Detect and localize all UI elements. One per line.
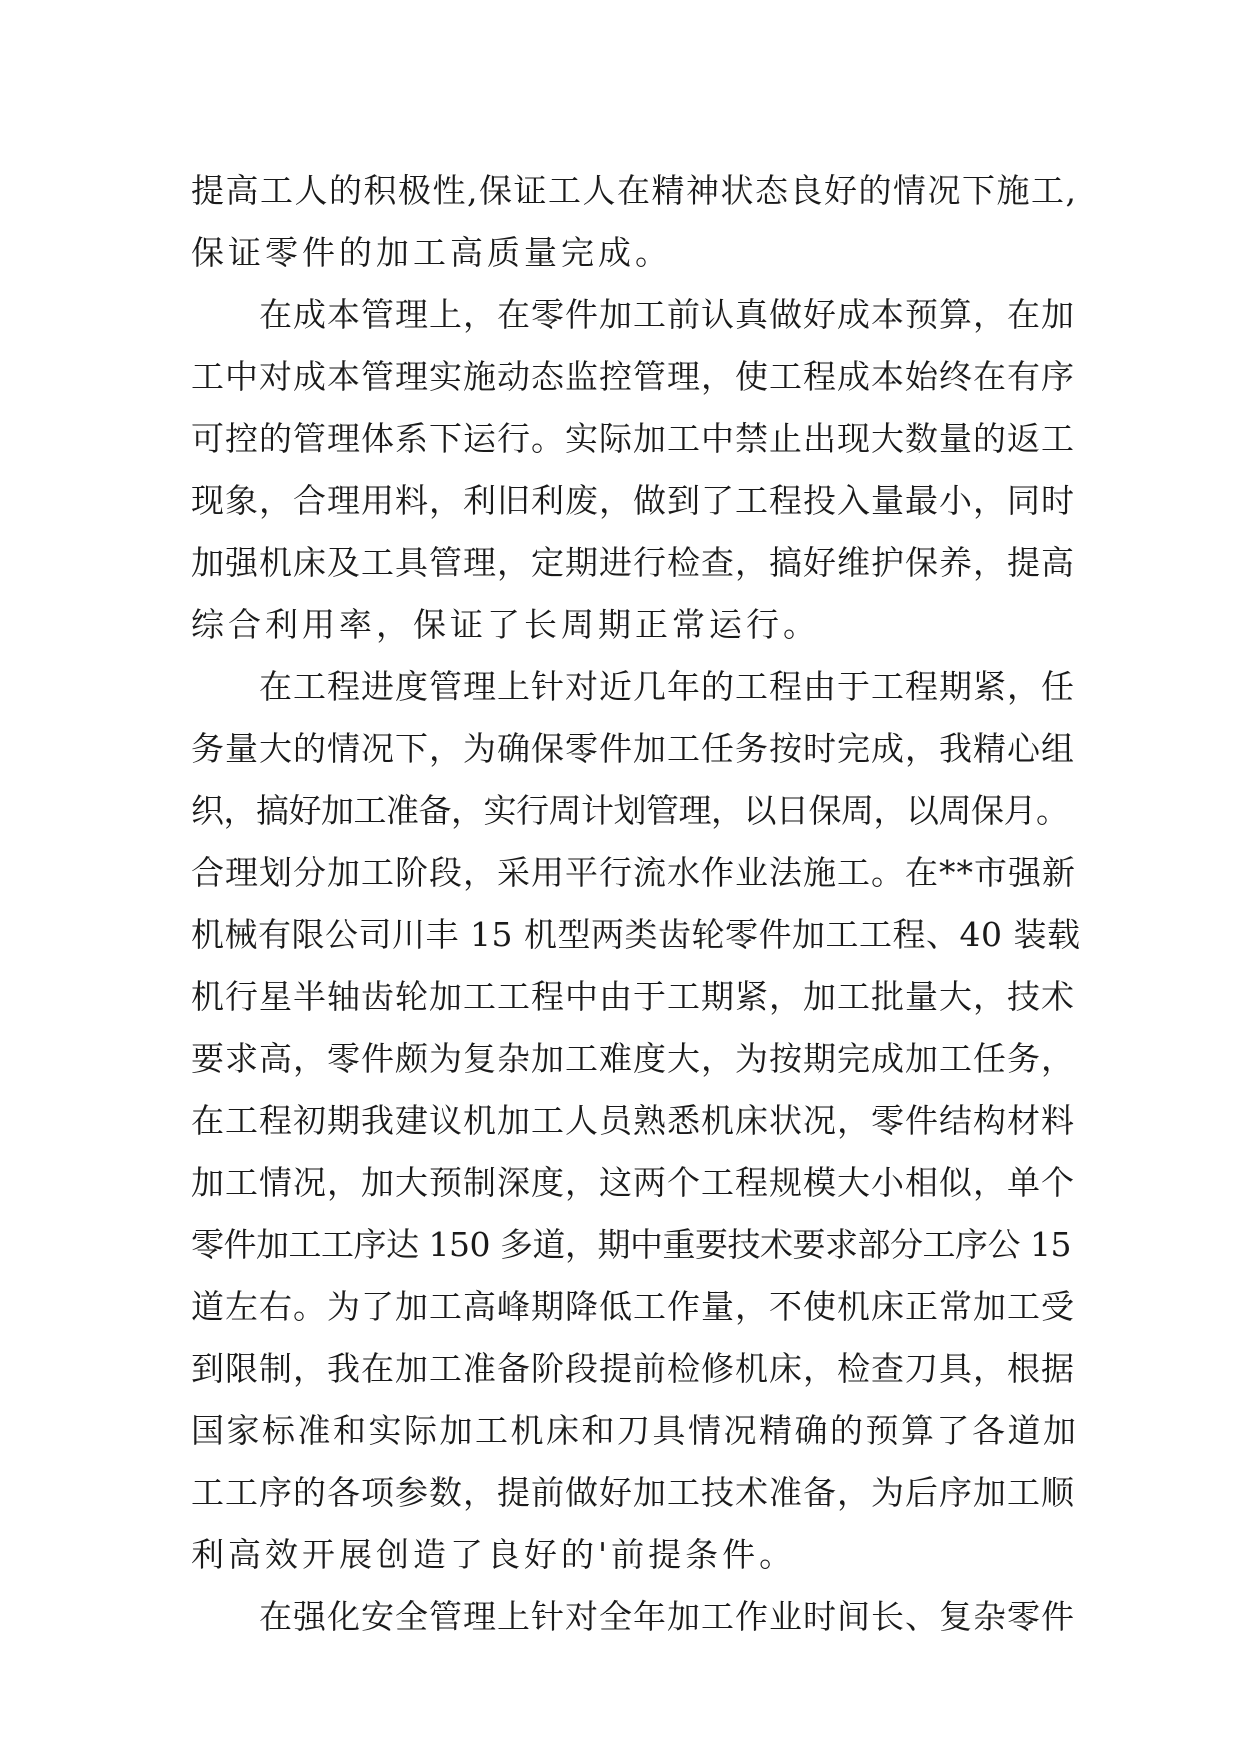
text-line: 加强机床及工具管理，定期进行检查，搞好维护保养，提高 bbox=[191, 543, 1075, 582]
text-line: 零件加工工序达 150 多道，期中重要技术要求部分工序公 15 bbox=[191, 1225, 1071, 1264]
text-line: 加工情况，加大预制深度，这两个工程规模大小相似，单个 bbox=[191, 1163, 1075, 1202]
text-line: 务量大的情况下，为确保零件加工任务按时完成，我精心组 bbox=[191, 729, 1075, 768]
text-line: 要求高，零件颇为复杂加工难度大，为按期完成加工任务， bbox=[191, 1039, 1075, 1078]
text-line: 利高效开展创造了良好的'前提条件。 bbox=[191, 1535, 797, 1574]
text-line: 提高工人的积极性,保证工人在精神状态良好的情况下施工, bbox=[191, 171, 1078, 210]
text-line: 保证零件的加工高质量完成。 bbox=[191, 233, 672, 272]
text-line: 道左右。为了加工高峰期降低工作量，不使机床正常加工受 bbox=[191, 1287, 1075, 1326]
text-line: 机行星半轴齿轮加工工程中由于工期紧，加工批量大，技术 bbox=[191, 977, 1075, 1016]
text-line: 在工程初期我建议机加工人员熟悉机床状况，零件结构材料 bbox=[191, 1101, 1075, 1140]
text-line: 国家标准和实际加工机床和刀具情况精确的预算了各道加 bbox=[191, 1411, 1079, 1450]
text-line: 机械有限公司川丰 15 机型两类齿轮零件加工工程、40 装载 bbox=[191, 915, 1081, 954]
text-line: 综合利用率，保证了长周期正常运行。 bbox=[191, 605, 820, 644]
text-line: 工工序的各项参数，提前做好加工技术准备，为后序加工顺 bbox=[191, 1473, 1075, 1512]
text-line: 现象，合理用料，利旧利废，做到了工程投入量最小，同时 bbox=[191, 481, 1075, 520]
text-line: 工中对成本管理实施动态监控管理，使工程成本始终在有序 bbox=[191, 357, 1075, 396]
text-line: 可控的管理体系下运行。实际加工中禁止出现大数量的返工 bbox=[191, 419, 1075, 458]
text-line: 在成本管理上，在零件加工前认真做好成本预算，在加 bbox=[191, 295, 1075, 334]
text-line: 织，搞好加工准备，实行周计划管理，以日保周，以周保月。 bbox=[191, 791, 1069, 830]
body-text bbox=[191, 160, 1081, 1648]
text-line: 到限制，我在加工准备阶段提前检修机床，检查刀具，根据 bbox=[191, 1349, 1075, 1388]
text-line: 在工程进度管理上针对近几年的工程由于工程期紧，任 bbox=[191, 667, 1075, 706]
text-line: 在强化安全管理上针对全年加工作业时间长、复杂零件 bbox=[191, 1597, 1075, 1636]
text-line: 合理划分加工阶段，采用平行流水作业法施工。在**市强新 bbox=[191, 853, 1076, 892]
